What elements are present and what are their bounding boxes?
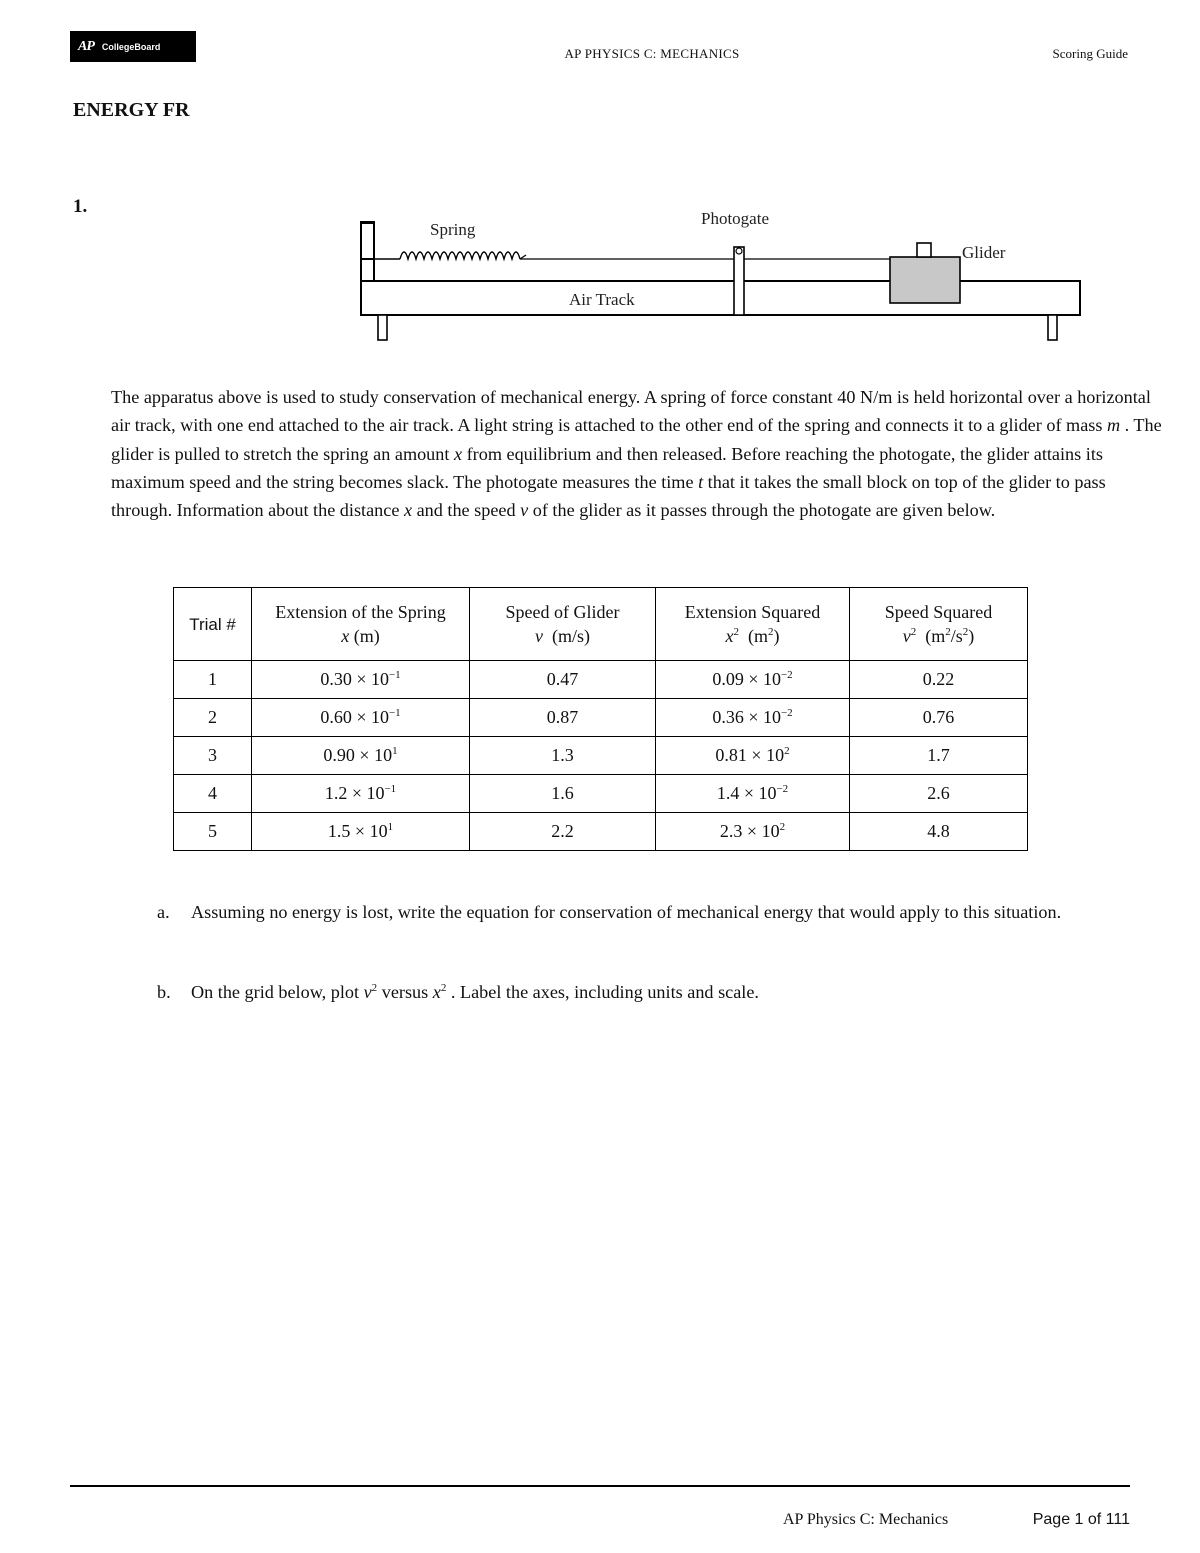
- track-leg-left: [378, 315, 387, 340]
- part-b-text: On the grid below, plot $v^2$ versus $x^2$ . Label the axes, including units and scale.: [191, 982, 759, 1002]
- track-left-wall: [361, 223, 374, 259]
- part-a-label: a.: [157, 902, 170, 922]
- air-track-diagram: [356, 205, 1086, 345]
- data-table: [173, 587, 1028, 851]
- problem-description: The apparatus above is used to study conservation of mechanical energy. A spring of force constant 40 N/m is held horizontal over a horizontal air track, with one end attached to the air track. A light string is attached to the other end of the spring and connects it to a glider of mass m . The glider is pulled to stretch the spring an amount x from equilibrium and then released. Before reaching the photogate, the glider attains its maximum speed and the string becomes slack. The photogate measures the time t that it takes the small block on top of the glider to pass through. Information about the distance x and the speed v of the glider as it passes through the photogate are given below.: [111, 387, 1162, 521]
- header-trial: Trial #: [174, 588, 252, 661]
- photogate-post: [734, 247, 744, 315]
- glider-block: [890, 257, 960, 303]
- glider-flag: [917, 243, 931, 257]
- header-course-title: AP PHYSICS C: MECHANICS: [564, 46, 740, 61]
- part-b-label: b.: [157, 982, 171, 1002]
- footer-divider: [70, 1485, 1130, 1487]
- spring-coil: [400, 252, 520, 259]
- footer-page-number: Page 1 of 111: [1032, 1511, 1130, 1528]
- part-a: [157, 898, 1157, 927]
- mass-variable: m: [1106, 415, 1121, 436]
- logo-org-text: CollegeBoard: [101, 41, 161, 52]
- header-speed-squared: Speed Squared $v^2$ $(m^2/s^2)$: [850, 588, 1028, 661]
- logo-ap-text: AP: [78, 38, 94, 54]
- table-row: 5 $1.5 \times 10^1$ 2.2 $2.3 \times 10^2$ 4.8: [174, 813, 1028, 851]
- header-doc-type: Scoring Guide: [1052, 46, 1128, 61]
- spring-label: Spring: [430, 220, 476, 239]
- x-variable: x: [403, 500, 413, 521]
- air-track-body: [361, 281, 1080, 315]
- table-row: 2 $0.60 \times 10^{-1}$ 0.87 $0.36 \times 10^{-2}$ 0.76: [174, 699, 1028, 737]
- section-title: ENERGY FR: [73, 99, 190, 121]
- glider-label: Glider: [962, 243, 1006, 262]
- t-variable: t: [698, 471, 704, 492]
- track-leg-right: [1048, 315, 1057, 340]
- table-header-row: [174, 588, 1028, 661]
- air-track-label: Air Track: [569, 290, 635, 309]
- table-row: 1 $0.30 \times 10^{-1}$ 0.47 $0.09 \times 10^{-2}$ 0.22: [174, 661, 1028, 699]
- table-row: 3 $0.90 \times 10^1$ 1.3 $0.81 \times 10^2$ 1.7: [174, 737, 1028, 775]
- x-variable: x: [453, 443, 463, 464]
- header-speed: Speed of Glider v (m/s): [470, 588, 656, 661]
- question-number: 1.: [73, 196, 88, 217]
- header-extension-squared: Extension Squared $x^2$ $(m^2)$: [656, 588, 850, 661]
- part-b: [157, 978, 1157, 1007]
- header-extension: Extension of the Spring x (m): [252, 588, 470, 661]
- v-variable: v: [520, 500, 529, 521]
- table-row: 4 $1.2 \times 10^{-1}$ 1.6 $1.4 \times 10^{-2}$ 2.6: [174, 775, 1028, 813]
- part-a-text: Assuming no energy is lost, write the equation for conservation of mechanical energy that would apply to this situation.: [191, 902, 1062, 922]
- photogate-label: Photogate: [701, 209, 769, 228]
- footer-course: AP Physics C: Mechanics: [783, 1511, 949, 1528]
